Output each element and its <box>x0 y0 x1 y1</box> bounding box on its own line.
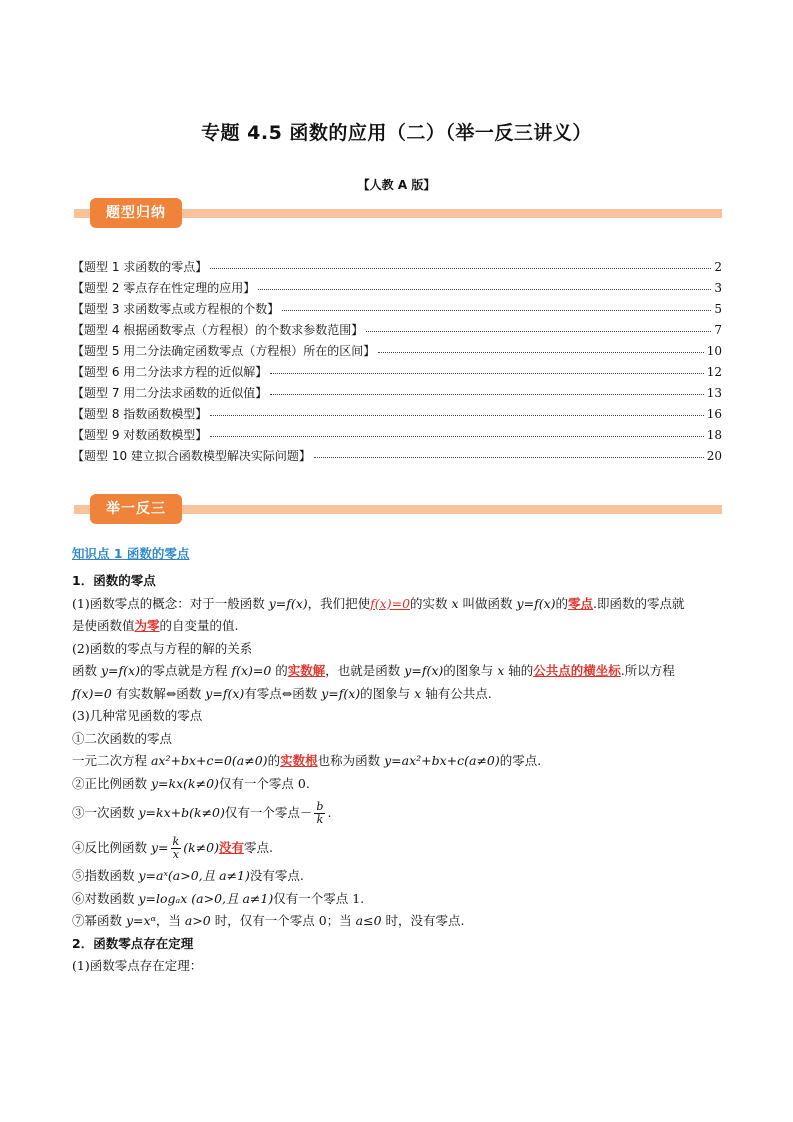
content-body <box>72 544 722 978</box>
fraction: $\frac{b}{k}$ <box>316 800 324 826</box>
paragraph-line: 是使函数值为零的自变量的值. <box>72 618 239 633</box>
toc-entry[interactable] <box>72 447 722 468</box>
toc-page-number: 2 <box>714 260 722 274</box>
toc-entry-label: 【题型 10 建立拟合函数模型解决实际问题】 <box>72 449 311 463</box>
toc-entry-label: 【题型 2 零点存在性定理的应用】 <box>72 281 256 295</box>
toc-page-number: 13 <box>706 386 722 400</box>
toc-entry[interactable] <box>72 426 722 447</box>
toc-entry[interactable] <box>72 405 722 426</box>
toc-leader-dots <box>270 372 703 374</box>
toc-entry[interactable] <box>72 342 722 363</box>
toc-leader-dots <box>258 288 711 290</box>
highlight: 实数解 <box>287 663 326 678</box>
toc-page-number: 10 <box>706 344 722 358</box>
edition-label: 【人教 A 版】 <box>357 178 436 192</box>
toc-leader-dots <box>366 330 711 332</box>
toc-page-number: 18 <box>706 428 722 442</box>
toc-leader-dots <box>270 393 703 395</box>
toc-entry-label: 【题型 1 求函数的零点】 <box>72 260 208 274</box>
toc-entry-label: 【题型 3 求函数零点或方程根的个数】 <box>72 302 280 316</box>
paragraph-line: (1)函数零点的概念：对于一般函数 y=f(x)，我们把使f(x)=0的实数 x 叫做函数 y=f(x)的零点.即函数的零点就 <box>72 595 685 611</box>
highlight: 没有 <box>218 840 244 855</box>
paragraph-line: (2)函数的零点与方程的解的关系 <box>72 640 253 656</box>
toc-leader-dots <box>210 414 703 416</box>
toc-leader-dots <box>314 456 704 458</box>
highlight: 为零 <box>134 618 160 633</box>
toc-entry-label: 【题型 7 用二分法求函数的近似值】 <box>72 386 268 400</box>
paragraph-line: f(x)=0 有实数解⇔函数 y=f(x)有零点⇔函数 y=f(x)的图象与 x 轴有公共点. <box>72 685 492 701</box>
toc-entry-label: 【题型 5 用二分法确定函数零点（方程根）所在的区间】 <box>72 344 376 358</box>
toc-page-number: 7 <box>714 323 722 337</box>
toc-entry-label: 【题型 4 根据函数零点（方程根）的个数求参数范围】 <box>72 323 364 337</box>
toc-entry[interactable] <box>72 258 722 279</box>
toc-page-number: 3 <box>714 281 722 295</box>
paragraph-line: (3)几种常见函数的零点 <box>72 708 203 723</box>
section-banner-question-types <box>74 198 722 228</box>
highlight: f(x)=0 <box>370 595 411 611</box>
paragraph-line: ⑤指数函数 y=aˣ(a>0,且 a≠1)没有零点. <box>72 868 304 883</box>
knowledge-point-heading: 知识点 1 函数的零点 <box>72 546 190 561</box>
toc-entry[interactable] <box>72 384 722 405</box>
toc-page-number: 20 <box>706 449 722 463</box>
toc-entry-label: 【题型 9 对数函数模型】 <box>72 428 208 442</box>
toc-leader-dots <box>282 309 711 311</box>
section-banner-examples <box>74 494 722 524</box>
highlight: 公共点的横坐标 <box>533 663 621 678</box>
highlight: 实数根 <box>280 753 318 768</box>
paragraph-line: ⑥对数函数 y=logₐx (a>0,且 a≠1)仅有一个零点 1. <box>72 890 365 906</box>
paragraph-line: 一元二次方程 ax²+bx+c=0(a≠0)的实数根也称为函数 y=ax²+bx+c(a≠0)的零点. <box>72 753 542 768</box>
toc-entry[interactable] <box>72 300 722 321</box>
toc-entry-label: 【题型 8 指数函数模型】 <box>72 407 208 421</box>
banner-tag: 题型归纳 <box>90 198 182 228</box>
section-heading: 2．函数零点存在定理 <box>72 935 194 951</box>
toc-entry-label: 【题型 6 用二分法求方程的近似解】 <box>72 365 268 379</box>
paragraph-line: 函数 y=f(x)的零点就是方程 f(x)=0 的实数解，也就是函数 y=f(x)的图象与 x 轴的公共点的横坐标.所以方程 <box>72 663 675 678</box>
section-heading: 1．函数的零点 <box>72 573 156 588</box>
paragraph-line: ③一次函数 y=kx+b(k≠0)仅有一个零点－ $\frac{b}{k}$ . <box>72 800 332 826</box>
toc-leader-dots <box>210 435 703 437</box>
banner-tag: 举一反三 <box>90 494 182 524</box>
fraction: $\frac{k}{x}$ <box>172 835 180 861</box>
paragraph-line: ②正比例函数 y=kx(k≠0)仅有一个零点 0. <box>72 775 310 791</box>
toc-page-number: 12 <box>706 365 722 379</box>
toc-leader-dots <box>210 267 711 269</box>
toc-page-number: 16 <box>706 407 722 421</box>
toc-page-number: 5 <box>714 302 722 316</box>
toc-entry[interactable] <box>72 279 722 300</box>
table-of-contents <box>72 258 722 468</box>
toc-leader-dots <box>378 351 703 353</box>
page-title: 专题 4.5 函数的应用（二）（举一反三讲义） <box>201 122 592 144</box>
highlight: 零点 <box>568 595 594 611</box>
paragraph-line: (1)函数零点存在定理： <box>72 958 203 973</box>
paragraph-line: ④反比例函数 y= $\frac{k}{x}$ (k≠0)没有零点. <box>72 835 273 861</box>
paragraph-line: ①二次函数的零点 <box>72 730 173 746</box>
toc-entry[interactable] <box>72 363 722 384</box>
paragraph-line: ⑦幂函数 y=xᵅ，当 a>0 时，仅有一个零点 0；当 a≤0 时，没有零点. <box>72 913 465 928</box>
toc-entry[interactable] <box>72 321 722 342</box>
